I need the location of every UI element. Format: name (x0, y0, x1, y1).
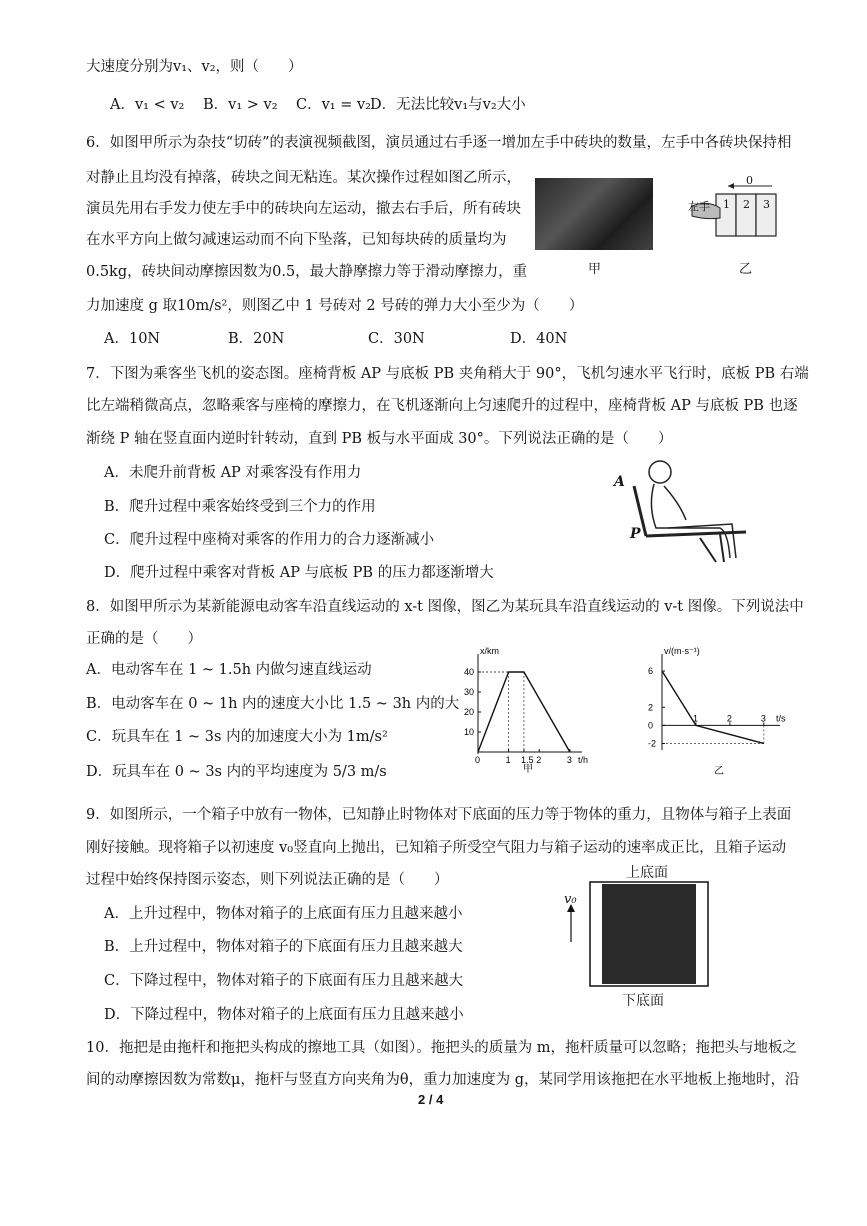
q8-option-d: D．玩具车在 0 ~ 3s 内的平均速度为 5/3 m/s (86, 764, 387, 780)
q7-option-b: B．爬升过程中乘客始终受到三个力的作用 (104, 499, 376, 515)
q7-option-d: D．爬升过程中乘客对背板 AP 与底板 PB 的压力都逐渐增大 (104, 565, 494, 581)
q6-line-4: 在水平方向上做匀减速运动而不向下坠落，已知每块砖的质量均为 (86, 232, 507, 248)
q6-line-3: 演员先用右手发力使左手中的砖块向左运动，撤去右手后，所有砖块 (86, 201, 521, 217)
page-number: 2 / 4 (418, 1092, 444, 1107)
yi-x-tick-label: 2 (726, 713, 732, 724)
point-label-p: P (630, 526, 641, 542)
seat-diagram (620, 458, 770, 568)
q5-option-b: B．v₁ > v₂ (203, 97, 278, 113)
v-t-series-line (662, 671, 764, 743)
brick-cutting-photo (535, 178, 653, 250)
q6-line-6: 力加速度 g 取10m/s²，则图乙中 1 号砖对 2 号砖的弹力大小至少为（ ） (86, 298, 584, 314)
q9-line-1: 9．如图所示，一个箱子中放有一物体，已知静止时物体对下底面的压力等于物体的重力，且物体与箱子上表面 (86, 807, 792, 823)
figure-label-yi: 乙 (739, 262, 753, 277)
x-t-chart-title: 甲 (523, 764, 533, 775)
v-t-y-axis-label: v/(m·s⁻¹) (664, 646, 700, 656)
velocity-label: 0 (746, 174, 753, 187)
point-label-a: A (614, 474, 625, 490)
q8-option-a: A．电动客车在 1 ~ 1.5h 内做匀速直线运动 (86, 662, 372, 678)
figure-label-jia: 甲 (588, 262, 602, 277)
q10-line-2: 间的动摩擦因数为常数μ，拖杆与竖直方向夹角为θ，重力加速度为 g，某同学用该拖把在水平地板上拖地时，沿 (86, 1072, 800, 1088)
q6-line-5: 0.5kg，砖块间动摩擦因数为0.5，最大静摩擦力等于滑动摩擦力，重 (86, 264, 528, 280)
v-t-chart (640, 642, 800, 782)
jia-y-tick-label: 30 (464, 687, 475, 697)
x-t-x-axis-label: t/h (578, 755, 589, 765)
v-t-x-axis-label: t/s (776, 713, 786, 724)
x-t-chart (452, 642, 602, 782)
q8-line-1: 8．如图甲所示为某新能源电动客车沿直线运动的 x-t 图像，图乙为某玩具车沿直线运动的 v-t 图像。下列说法中 (86, 599, 804, 615)
q7-option-c: C．爬升过程中座椅对乘客的作用力的合力逐渐减小 (104, 532, 435, 548)
q9-option-c: C．下降过程中，物体对箱子的下底面有压力且越来越大 (104, 973, 464, 989)
q8-option-b: B．电动客车在 0 ~ 1h 内的速度大小比 1.5 ~ 3h 内的大 (86, 696, 460, 712)
top-surface-label: 上底面 (626, 865, 668, 881)
jia-y-tick-label: 40 (464, 667, 475, 677)
yi-y-tick-label: 0 (648, 720, 654, 731)
q6-line-2: 对静止且均没有掉落，砖块之间无粘连。某次操作过程如图乙所示， (86, 170, 521, 186)
q10-line-1: 10．拖把是由拖杆和拖把头构成的擦地工具（如图）。拖把头的质量为 m，拖杆质量可以忽略；拖把头与地板之 (86, 1040, 798, 1056)
initial-velocity-label: v₀ (564, 892, 577, 907)
jia-x-tick-label: 1.5 (520, 755, 534, 765)
jia-x-tick-label: 2 (536, 755, 542, 765)
q9-line-2: 刚好接触。现将箱子以初速度 v₀竖直向上抛出，已知箱子所受空气阻力与箱子运动的速率成正比，且箱子运动 (86, 840, 787, 856)
jia-y-tick-label: 20 (464, 707, 475, 717)
q9-option-d: D．下降过程中，物体对箱子的上底面有压力且越来越小 (104, 1007, 464, 1023)
q8-line-2: 正确的是（ ） (86, 631, 202, 647)
q7-line-3: 渐绕 P 轴在竖直面内逆时针转动，直到 PB 板与水平面成 30°。下列说法正确的是（ ） (86, 431, 673, 447)
q6-option-d: D．40N (510, 331, 568, 347)
brick-label-3: 3 (763, 198, 770, 211)
yi-x-tick-label: 1 (692, 713, 698, 724)
q8-option-c: C．玩具车在 1 ~ 3s 内的加速度大小为 1m/s² (86, 729, 388, 745)
q6-option-a: A．10N (104, 331, 161, 347)
q5-option-c: C．v₁ = v₂ (296, 97, 371, 113)
bottom-surface-label: 下底面 (622, 993, 664, 1009)
left-hand-label: 左手 (688, 200, 710, 213)
q6-option-b: B．20N (228, 331, 285, 347)
q9-option-b: B．上升过程中，物体对箱子的下底面有压力且越来越大 (104, 939, 463, 955)
q5-option-a: A．v₁ < v₂ (110, 97, 185, 113)
q6-option-c: C．30N (368, 331, 425, 347)
x-t-y-axis-label: x/km (480, 646, 499, 656)
yi-y-tick-label: -2 (648, 738, 657, 749)
brick-label-2: 2 (743, 198, 750, 211)
q7-line-1: 7．下图为乘客坐飞机的姿态图。座椅背板 AP 与底板 PB 夹角稍大于 90°，飞机匀速水平飞行时，底板 PB 右端 (86, 366, 809, 382)
q9-line-3: 过程中始终保持图示姿态，则下列说法正确的是（ ） (86, 872, 449, 888)
yi-y-tick-label: 6 (648, 666, 654, 677)
q7-line-2: 比左端稍微高点，忽略乘客与座椅的摩擦力，在飞机逐渐向上匀速爬升的过程中，座椅背板 AP 与底板 PB 也逐 (86, 398, 798, 414)
yi-x-tick-label: 3 (760, 713, 766, 724)
jia-x-tick-label: 3 (566, 755, 572, 765)
jia-x-tick-label: 1 (505, 755, 511, 765)
jia-x-tick-label: 0 (475, 755, 481, 765)
jia-y-tick-label: 10 (464, 727, 475, 737)
q5-tail: 大速度分别为v₁、v₂，则（ ） (86, 59, 303, 75)
yi-y-tick-label: 2 (648, 702, 654, 713)
q5-option-d: D．无法比较v₁与v₂大小 (370, 97, 526, 113)
q7-option-a: A．未爬升前背板 AP 对乘客没有作用力 (104, 465, 362, 481)
box-diagram (560, 880, 710, 990)
q9-option-a: A．上升过程中，物体对箱子的上底面有压力且越来越小 (104, 906, 463, 922)
v-t-chart-title: 乙 (714, 766, 724, 777)
q6-line-1: 6．如图甲所示为杂技“切砖”的表演视频截图，演员通过右手逐一增加左手中砖块的数量，左手中各砖块保持相 (86, 135, 792, 151)
brick-label-1: 1 (723, 198, 730, 211)
